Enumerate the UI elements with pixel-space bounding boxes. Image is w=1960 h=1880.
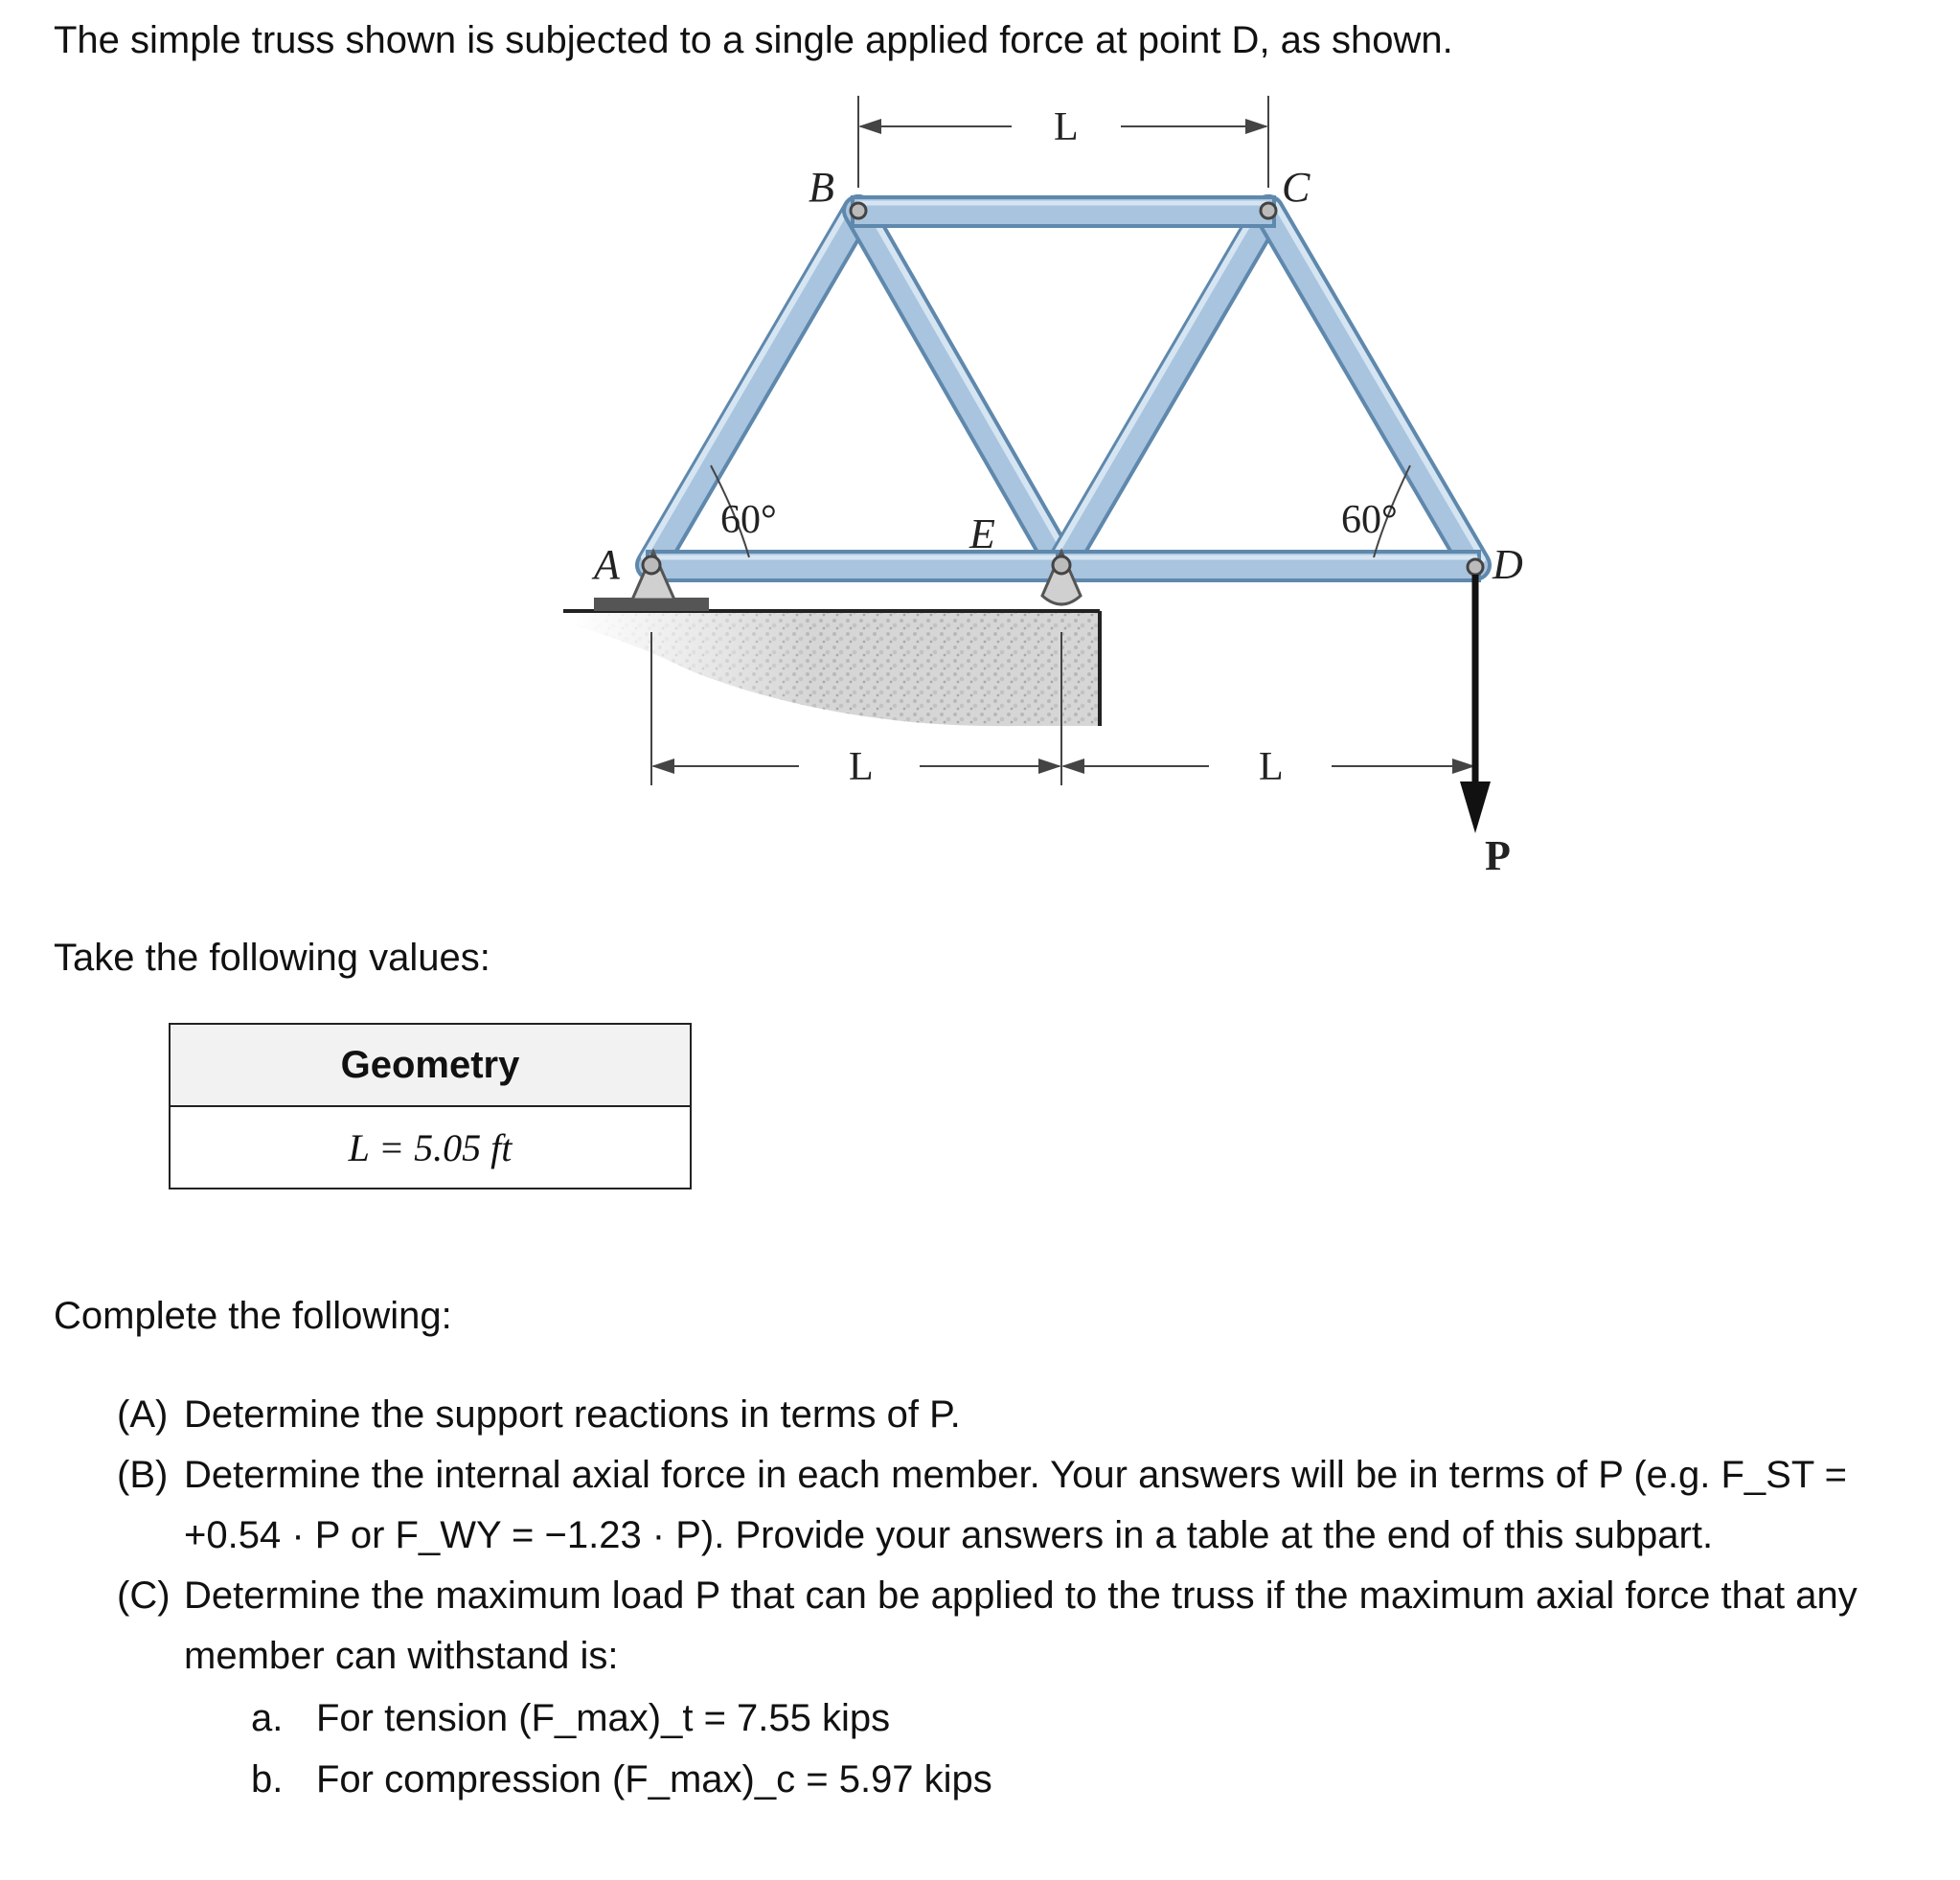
subparts-list [251, 1687, 992, 1810]
complete-text: Complete the following: [54, 1295, 452, 1337]
label-e: E [969, 510, 995, 557]
geometry-value [170, 1106, 691, 1189]
part-a [117, 1385, 1937, 1445]
geometry-value-text: L = 5.05 ft [348, 1125, 513, 1169]
part-b [117, 1445, 1937, 1566]
joint-c [1261, 203, 1276, 218]
label-d: D [1493, 541, 1523, 588]
part-a-text: Determine the support reactions in terms of P. [184, 1393, 961, 1436]
subpart-a-label: a. [251, 1697, 284, 1739]
member-ec [1054, 203, 1268, 565]
subpart-a-text: For tension (F_max)_t = 7.55 kips [316, 1697, 891, 1739]
part-b-label: (B) [117, 1454, 169, 1496]
label-a: A [594, 541, 620, 588]
dim-bottom-right-l: L [1259, 745, 1284, 789]
subpart-b-text: For compression (F_max)_c = 5.97 kips [316, 1758, 992, 1801]
take-values-text: Take the following values: [54, 937, 490, 979]
dim-bottom-left-l: L [849, 745, 874, 789]
geometry-header: Geometry [170, 1024, 691, 1106]
dim-top-l: L [1054, 105, 1079, 149]
part-c-text: Determine the maximum load P that can be applied to the truss if the maximum axial force that any member can withstand is: [184, 1574, 1857, 1677]
label-b: B [809, 164, 834, 211]
load-arrow [1460, 575, 1491, 833]
label-c: C [1282, 164, 1310, 211]
angle-left: 60° [720, 498, 777, 542]
intro-text: The simple truss shown is subjected to a single applied force at point D, as shown. [54, 19, 1453, 61]
subpart-b [251, 1749, 992, 1810]
member-be [858, 205, 1069, 565]
part-b-text: Determine the internal axial force in each member. Your answers will be in terms of P (e.g. F_ST = +0.54 · P or F_WY = −1.23 · P). Provide your answers in a table at the end of this subpart. [184, 1454, 1848, 1556]
member-bc [853, 197, 1274, 226]
part-c-label: (C) [117, 1574, 171, 1617]
member-ed [1058, 552, 1479, 580]
angle-right: 60° [1341, 498, 1398, 542]
part-c [117, 1566, 1937, 1687]
subpart-a [251, 1687, 992, 1749]
joint-d [1468, 559, 1483, 575]
label-p: P [1485, 832, 1511, 879]
truss-figure [0, 0, 1960, 919]
part-a-label: (A) [117, 1393, 169, 1436]
joint-b [851, 203, 866, 218]
ground-support [563, 598, 1100, 726]
member-ae [648, 552, 1065, 580]
parts-list [117, 1385, 1937, 1687]
geometry-table [169, 1023, 692, 1189]
subpart-b-label: b. [251, 1758, 284, 1801]
